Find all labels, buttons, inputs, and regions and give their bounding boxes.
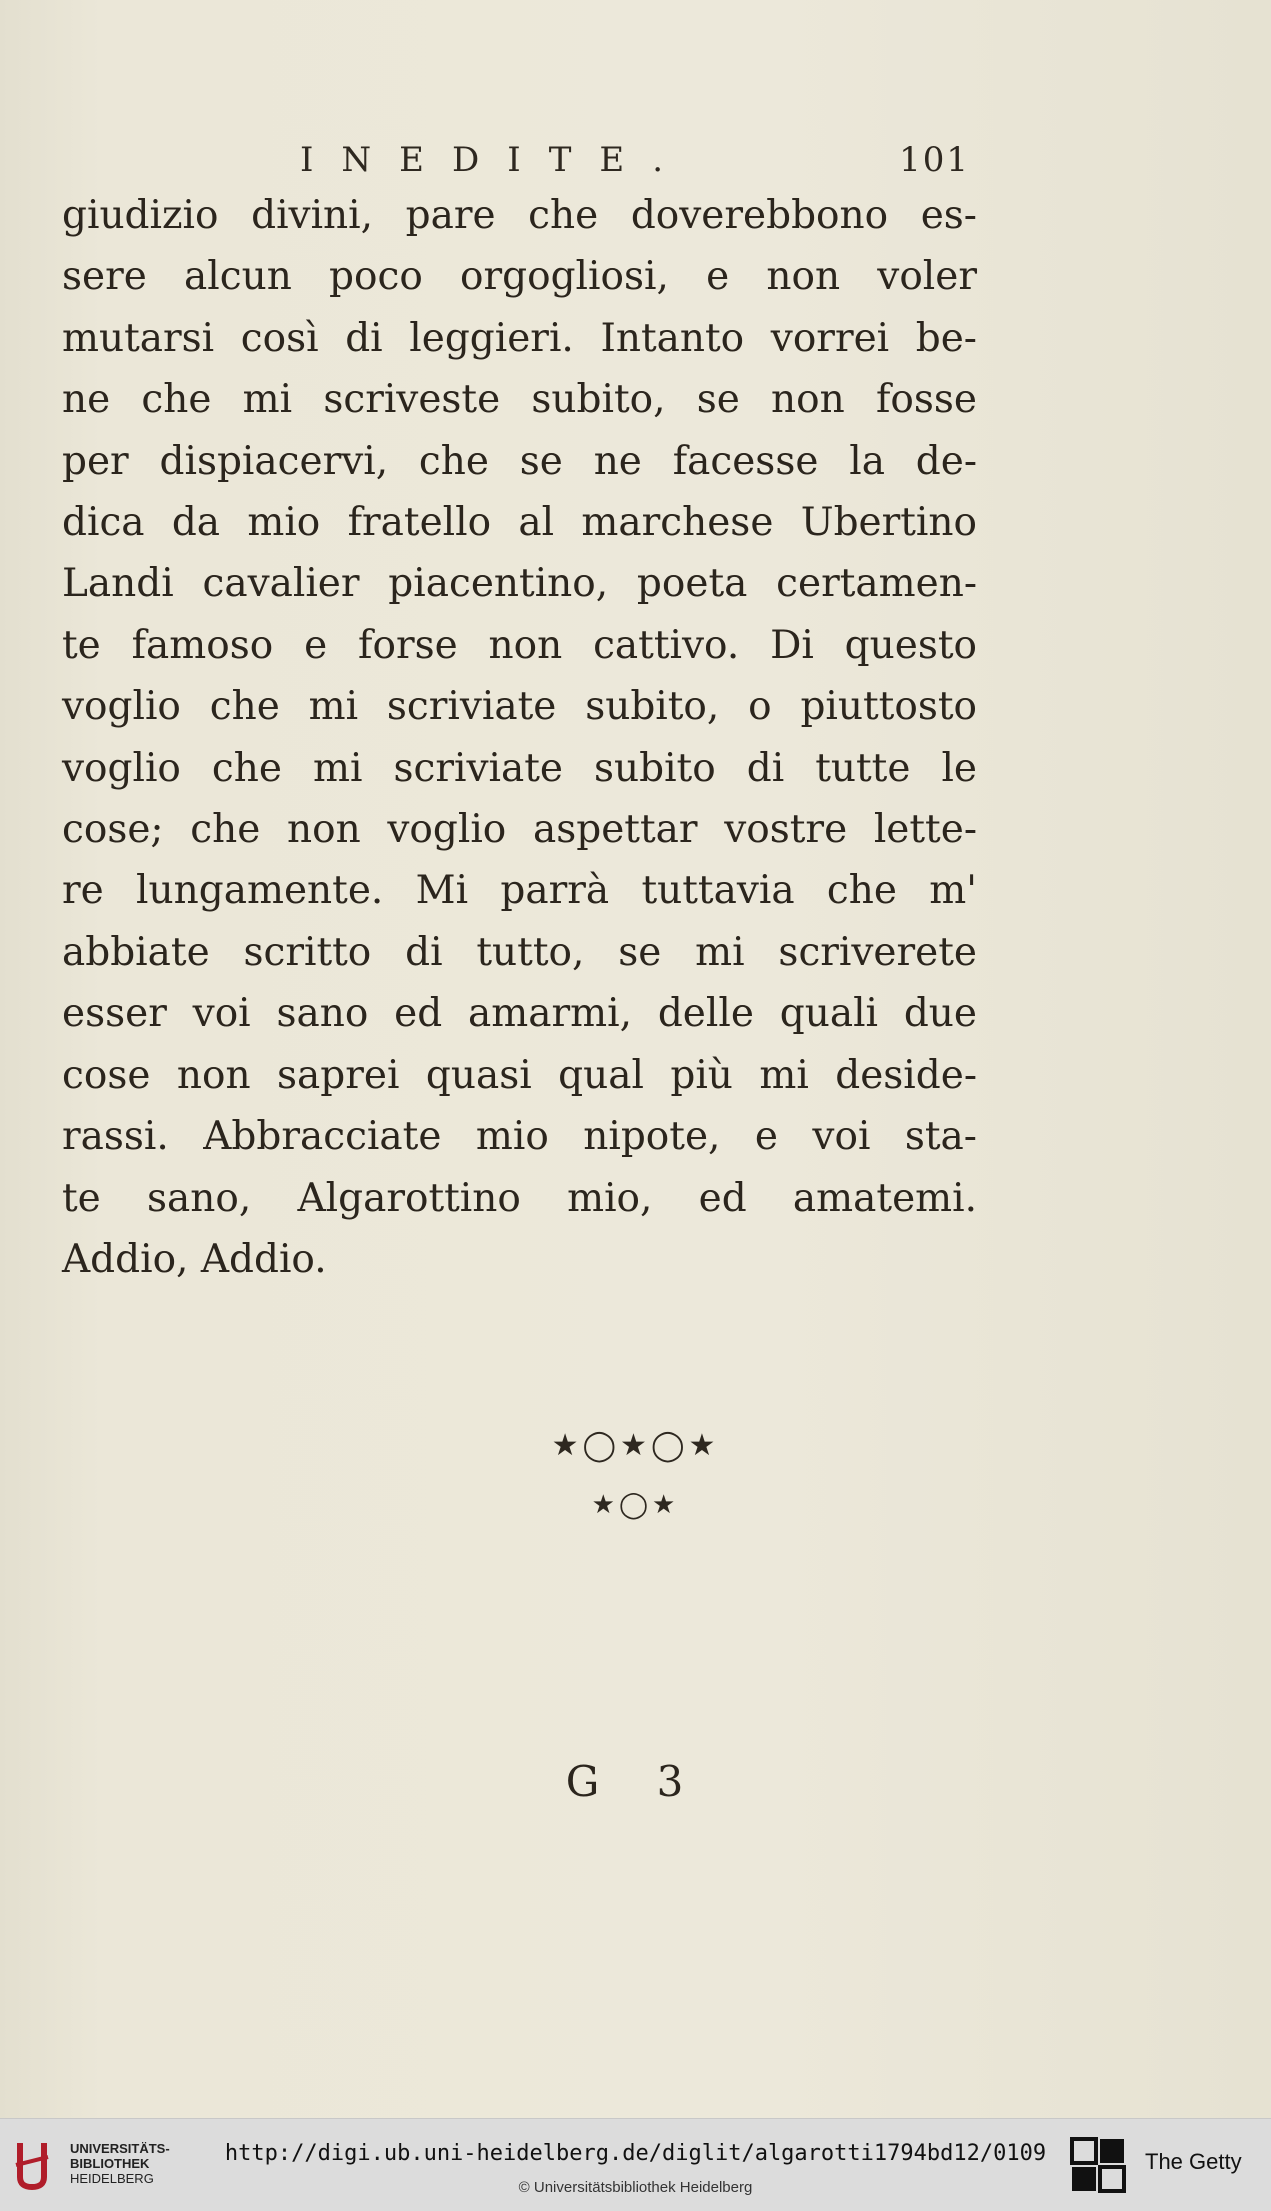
text-line: Addio, Addio.	[62, 1236, 327, 1282]
text-line: cose; che non voglio aspettar vostre lette-	[62, 807, 977, 853]
running-title: INEDITE.	[300, 140, 691, 180]
text-line: Landi cavalier piacentino, poeta certamen-	[62, 561, 977, 607]
letter-text	[62, 185, 977, 1290]
page-number: 101	[899, 140, 970, 180]
signature-mark: G 3	[565, 1757, 706, 1806]
text-line: dica da mio fratello al marchese Ubertino	[62, 500, 977, 546]
text-line: rassi. Abbracciate mio nipote, e voi sta-	[62, 1114, 977, 1160]
copyright-notice: © Universitätsbibliothek Heidelberg	[518, 2179, 753, 2196]
text-line: giudizio divini, pare che doverebbono es-	[62, 193, 977, 238]
library-name: UNIVERSITÄTS- BIBLIOTHEK HEIDELBERG	[70, 2141, 170, 2186]
text-line: abbiate scritto di tutto, se mi scriverete	[62, 929, 977, 975]
text-line: voglio che mi scriviate subito di tutte le	[62, 745, 977, 791]
viewer-footer	[0, 2118, 1271, 2211]
text-line: esser voi sano ed amarmi, delle quali due	[62, 991, 977, 1037]
getty-logo-icon	[1070, 2137, 1126, 2193]
permalink-url[interactable]: http://digi.ub.uni-heidelberg.de/diglit/algarotti1794bd12/0109	[224, 2141, 1047, 2166]
text-line: te sano, Algarottino mio, ed amatemi.	[62, 1175, 977, 1221]
text-line: per dispiacervi, che se ne facesse la de-	[62, 438, 977, 484]
text-line: sere alcun poco orgogliosi, e non voler	[62, 254, 977, 300]
text-line: te famoso e forse non cattivo. Di questo	[62, 622, 977, 668]
text-line: voglio che mi scriviate subito, o piuttosto	[62, 684, 977, 730]
running-header	[300, 140, 970, 190]
text-line: mutarsi così di leggieri. Intanto vorrei be-	[62, 315, 977, 361]
partner-name: The Getty	[1145, 2149, 1242, 2174]
ornament-row-2: ★◯★	[591, 1490, 680, 1520]
text-line: ne che mi scriveste subito, se non fosse	[62, 377, 977, 423]
text-line: cose non saprei quasi qual più mi deside-	[62, 1052, 977, 1098]
ornament-row-1: ★◯★◯★	[551, 1428, 720, 1463]
text-line: re lungamente. Mi parrà tuttavia che m'	[62, 868, 977, 914]
